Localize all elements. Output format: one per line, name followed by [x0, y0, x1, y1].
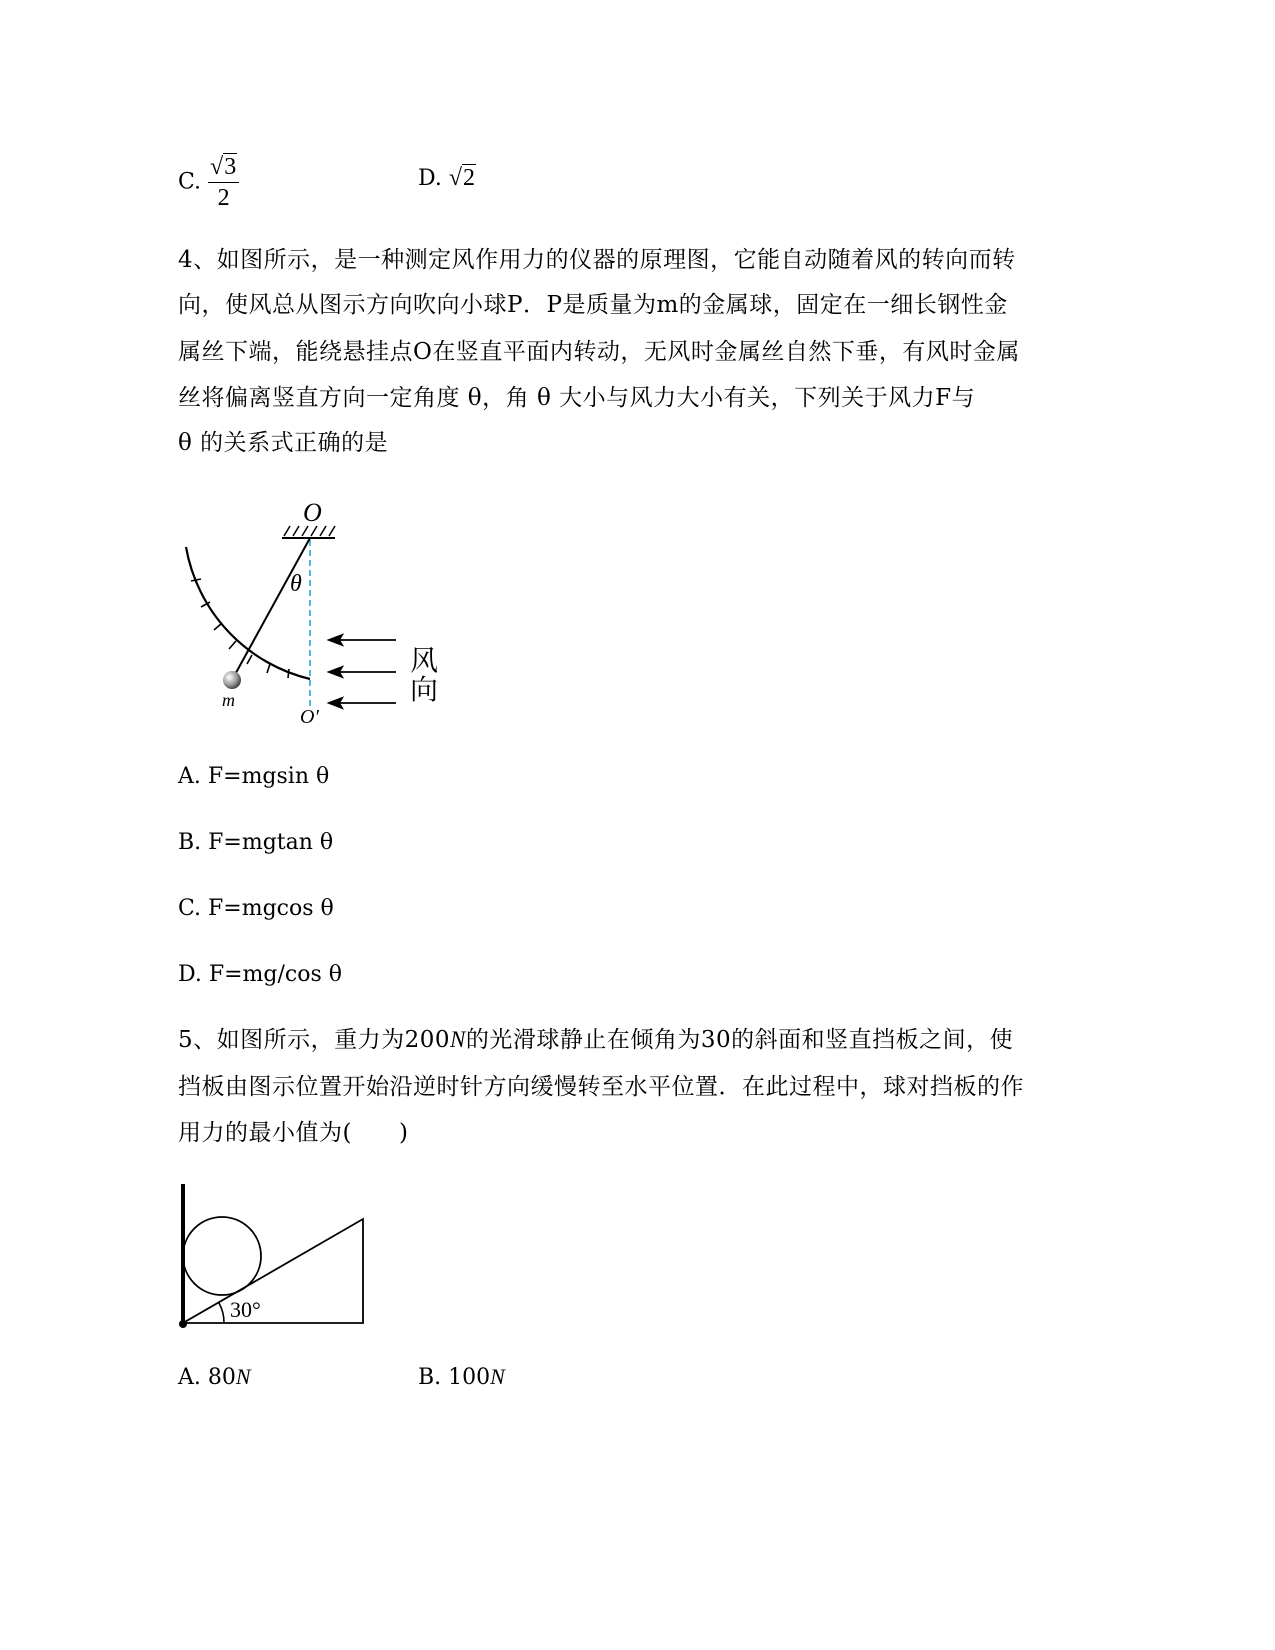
- q4-option-b: B. F=mgtan θ: [178, 830, 334, 855]
- q5-line-1-suffix: 的光滑球静止在倾角为30的斜面和竖直挡板之间，使: [465, 1027, 1014, 1053]
- inclined-plane: [183, 1219, 363, 1323]
- scale-ticks: [191, 579, 289, 678]
- q5-line-1-prefix: 5、如图所示，重力为200: [178, 1027, 451, 1053]
- scale-arc: [186, 547, 310, 679]
- q3-option-d-sqrt: √2: [448, 165, 476, 191]
- q3-option-d-sqrt-arg: 2: [463, 165, 476, 191]
- ceiling-hatch: [284, 526, 335, 536]
- label-O-prime: O′: [300, 706, 319, 728]
- q5-option-a-label: A. 80: [178, 1365, 236, 1390]
- q5-option-a: [178, 1362, 251, 1393]
- q4-line-3: 属丝下端，能绕悬挂点O在竖直平面内转动，无风时金属丝自然下垂，有风时金属: [178, 339, 1020, 365]
- q5-line-2: 挡板由图示位置开始沿逆时针方向缓慢转至水平位置．在此过程中，球对挡板的作: [178, 1074, 1024, 1100]
- label-O: O: [303, 498, 322, 527]
- q5-incline-figure: [170, 1178, 375, 1338]
- q3-option-c-sqrt-arg: 3: [224, 154, 237, 180]
- metal-wire: [232, 538, 310, 680]
- q3-option-d-label: D.: [418, 166, 442, 191]
- label-theta: θ: [290, 571, 302, 597]
- q5-option-a-unit: N: [235, 1364, 251, 1389]
- wind-arrows: [329, 635, 396, 708]
- q4-line-2: 向，使风总从图示方向吹向小球P．P是质量为m的金属球，固定在一细长钢性金: [178, 292, 1008, 318]
- q3-option-c-fraction: $\frac{√3}{2}$: [208, 152, 239, 213]
- q5-line-3: 用力的最小值为( ): [178, 1120, 409, 1146]
- label-m: m: [222, 690, 235, 710]
- q4-option-d: D. F=mg/cos θ: [178, 962, 342, 987]
- smooth-ball: [183, 1217, 261, 1295]
- wind-label-1: 风: [410, 644, 439, 677]
- q4-wind-instrument-figure: [170, 495, 460, 735]
- metal-ball: [223, 671, 241, 689]
- q4-line-4: 丝将偏离竖直方向一定角度 θ，角 θ 大小与风力大小有关，下列关于风力F与: [178, 385, 976, 411]
- q5-line-1: [178, 1025, 1013, 1055]
- wind-label-2: 向: [410, 673, 439, 706]
- q3-option-d: [418, 163, 476, 194]
- q5-option-b-unit: N: [490, 1364, 505, 1389]
- q3-option-c: [178, 152, 239, 213]
- q4-line-5: θ 的关系式正确的是: [178, 430, 389, 456]
- q3-option-c-label: C.: [178, 169, 202, 195]
- q5-option-b-label: B. 100: [418, 1365, 491, 1390]
- angle-arc: [219, 1303, 224, 1323]
- q4-option-c: C. F=mgcos θ: [178, 896, 334, 921]
- q3-option-c-denominator: 2: [217, 185, 230, 211]
- q5-line-1-unit: N: [450, 1027, 466, 1052]
- q5-option-b: [418, 1362, 505, 1393]
- angle-label: 30°: [230, 1297, 261, 1322]
- q4-option-a: A. F=mgsin θ: [178, 764, 330, 789]
- q4-line-1: 4、如图所示，是一种测定风作用力的仪器的原理图，它能自动随着风的转向而转: [178, 247, 1016, 273]
